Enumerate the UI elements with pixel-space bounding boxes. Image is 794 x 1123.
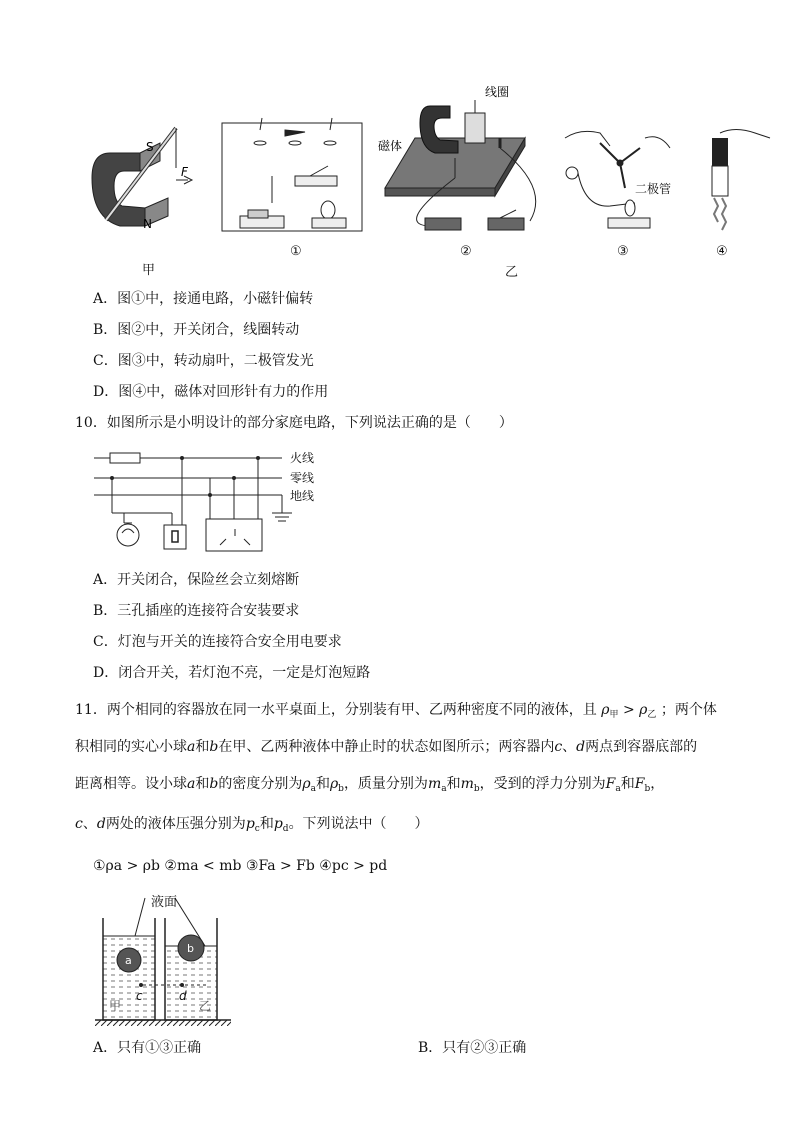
point-c-label: c: [136, 989, 143, 1003]
q11-line-3: 距离相等。设小球a和b的密度分别为$\rho_a$和$\rho_b$，质量分别为$m_a$和$m_b$，受到的浮力分别为$F_a$和$F_b$，: [75, 776, 665, 794]
magnet-n-label: N: [143, 217, 152, 231]
q11-option-a: A．只有①③正确: [93, 1040, 202, 1056]
figure-label-2: ②: [460, 244, 472, 259]
q11-statements: ①ρa > ρb ②ma < mb ③Fa > Fb ④pc > pd: [93, 858, 388, 874]
figure-label-3: ③: [617, 244, 629, 259]
q10-stem: 10．如图所示是小明设计的部分家庭电路，下列说法正确的是（ ）: [75, 415, 513, 431]
figure-4-magnet-clips: [712, 130, 770, 231]
figure-label-4: ④: [716, 244, 728, 259]
figure-1-circuit: [222, 118, 362, 231]
coil-label: 线圈: [485, 85, 510, 99]
figure-label-yi: 乙: [505, 265, 519, 280]
figure-label-jia: 甲: [142, 263, 156, 278]
liquid-surface-label: 液面: [151, 895, 178, 910]
wire-live-label: 火线: [290, 451, 315, 465]
q10-circuit-diagram: [92, 445, 332, 560]
q10-option-b: B．三孔插座的连接符合安装要求: [93, 603, 300, 619]
q11-line-1: 11．两个相同的容器放在同一水平桌面上，分别装有甲、乙两种密度不同的液体，且 $\rho_甲 > \rho_乙$ ；两个体: [75, 702, 717, 720]
q11-line-4: c、d两处的液体压强分别为$p_c$和$p_d$。下列说法中（ ）: [75, 816, 429, 834]
wire-ground-label: 地线: [290, 489, 315, 503]
q10-option-c: C．灯泡与开关的连接符合安全用电要求: [93, 634, 342, 650]
figure-3-fan: [565, 131, 671, 228]
q9-option-c: C．图③中，转动扇叶，二极管发光: [93, 353, 314, 369]
ball-a-label: a: [125, 954, 132, 967]
figure-label-1: ①: [290, 244, 302, 259]
diode-label: 二极管: [635, 182, 672, 196]
magnet-label: 磁体: [378, 139, 403, 153]
q10-option-d: D．闭合开关，若灯泡不亮，一定是灯泡短路: [93, 665, 371, 681]
ball-b-label: b: [187, 942, 194, 955]
q9-option-b: B．图②中，开关闭合，线圈转动: [93, 322, 300, 338]
wire-neutral-label: 零线: [290, 471, 315, 485]
q11-containers-diagram: [95, 888, 235, 1028]
q10-option-a: A．开关闭合，保险丝会立刻熔断: [93, 572, 300, 588]
figure-2-motor: [378, 84, 536, 230]
q11-line-2: 积相同的实心小球a和b在甲、乙两种液体中静止时的状态如图所示；两容器内c、d两点到容器底部的: [75, 739, 698, 755]
magnet-s-label: S: [146, 140, 154, 154]
figure-jia-magnet: [92, 128, 192, 231]
container-jia-label: 甲: [109, 999, 122, 1013]
q9-option-a: A．图①中，接通电路，小磁针偏转: [93, 291, 314, 307]
container-yi-label: 乙: [199, 999, 212, 1013]
q11-option-b: B．只有②③正确: [418, 1040, 527, 1056]
force-f-label: F: [181, 165, 188, 179]
q9-option-d: D．图④中，磁体对回形针有力的作用: [93, 384, 329, 400]
top-figures: [80, 78, 780, 278]
point-d-label: d: [179, 989, 187, 1003]
